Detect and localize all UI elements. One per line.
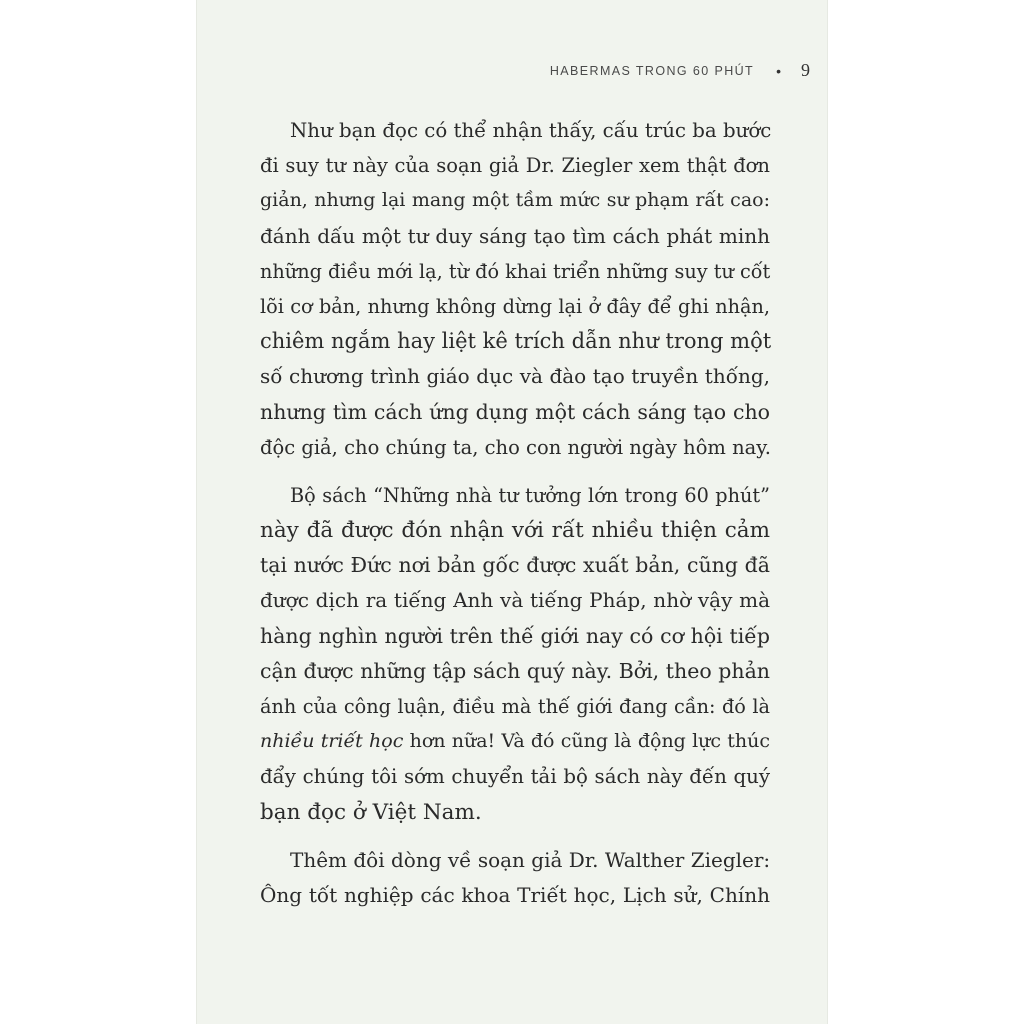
text-line: ánh của công luận, điều mà thế giới đang cần: đó là <box>260 695 770 718</box>
italic-phrase: nhiều triết học <box>260 730 404 753</box>
book-page <box>196 0 828 1024</box>
paragraph-3 <box>260 843 770 913</box>
text-line: được dịch ra tiếng Anh và tiếng Pháp, nhờ vậy mà <box>260 588 770 613</box>
text-line-italic <box>260 724 770 759</box>
text-line: những điều mới lạ, từ đó khai triển những suy tư cốt <box>260 259 771 283</box>
text-line: Thêm đôi dòng về soạn giả Dr. Walther Ziegler: <box>290 847 771 872</box>
body-text <box>260 113 770 926</box>
paragraph-2 <box>260 478 770 830</box>
text-line: số chương trình giáo dục và đào tạo truyền thống, <box>260 364 770 389</box>
header-separator: • <box>776 62 781 79</box>
text-line: nhưng tìm cách ứng dụng một cách sáng tạo cho <box>260 399 770 424</box>
text-line: giản, nhưng lại mang một tầm mức sư phạm rất cao: <box>260 189 770 212</box>
text-line: hàng nghìn người trên thế giới nay có cơ hội tiếp <box>260 623 770 648</box>
text-line: tại nước Đức nơi bản gốc được xuất bản, cũng đã <box>260 553 770 578</box>
paragraph-1 <box>260 113 770 465</box>
page-number: 9 <box>801 60 810 80</box>
text-line: lõi cơ bản, nhưng không dừng lại ở đây để ghi nhận, <box>260 294 770 318</box>
text-line: này đã được đón nhận với rất nhiều thiện cảm <box>260 518 770 544</box>
running-header <box>550 60 810 81</box>
text-line: cận được những tập sách quý này. Bởi, theo phản <box>260 658 770 683</box>
text-line: Như bạn đọc có thể nhận thấy, cấu trúc ba bước <box>290 119 772 142</box>
italic-line-rest: hơn nữa! Và đó cũng là động lực thúc <box>403 730 770 753</box>
text-line: chiêm ngắm hay liệt kê trích dẫn như trong một <box>260 329 772 354</box>
text-line: Bộ sách “Những nhà tư tưởng lớn trong 60 phút” <box>290 483 770 507</box>
text-line: Ông tốt nghiệp các khoa Triết học, Lịch sử, Chính <box>260 882 770 907</box>
text-line: đẩy chúng tôi sớm chuyển tải bộ sách này đến quý <box>260 765 770 789</box>
text-line: đi suy tư này của soạn giả Dr. Ziegler xem thật đơn <box>260 154 770 178</box>
text-line: đánh dấu một tư duy sáng tạo tìm cách phát minh <box>260 223 770 248</box>
running-title: HABERMAS TRONG 60 PHÚT <box>549 63 755 78</box>
text-line: bạn đọc ở Việt Nam. <box>260 799 482 825</box>
text-line: độc giả, cho chúng ta, cho con người ngày hôm nay. <box>260 435 771 459</box>
